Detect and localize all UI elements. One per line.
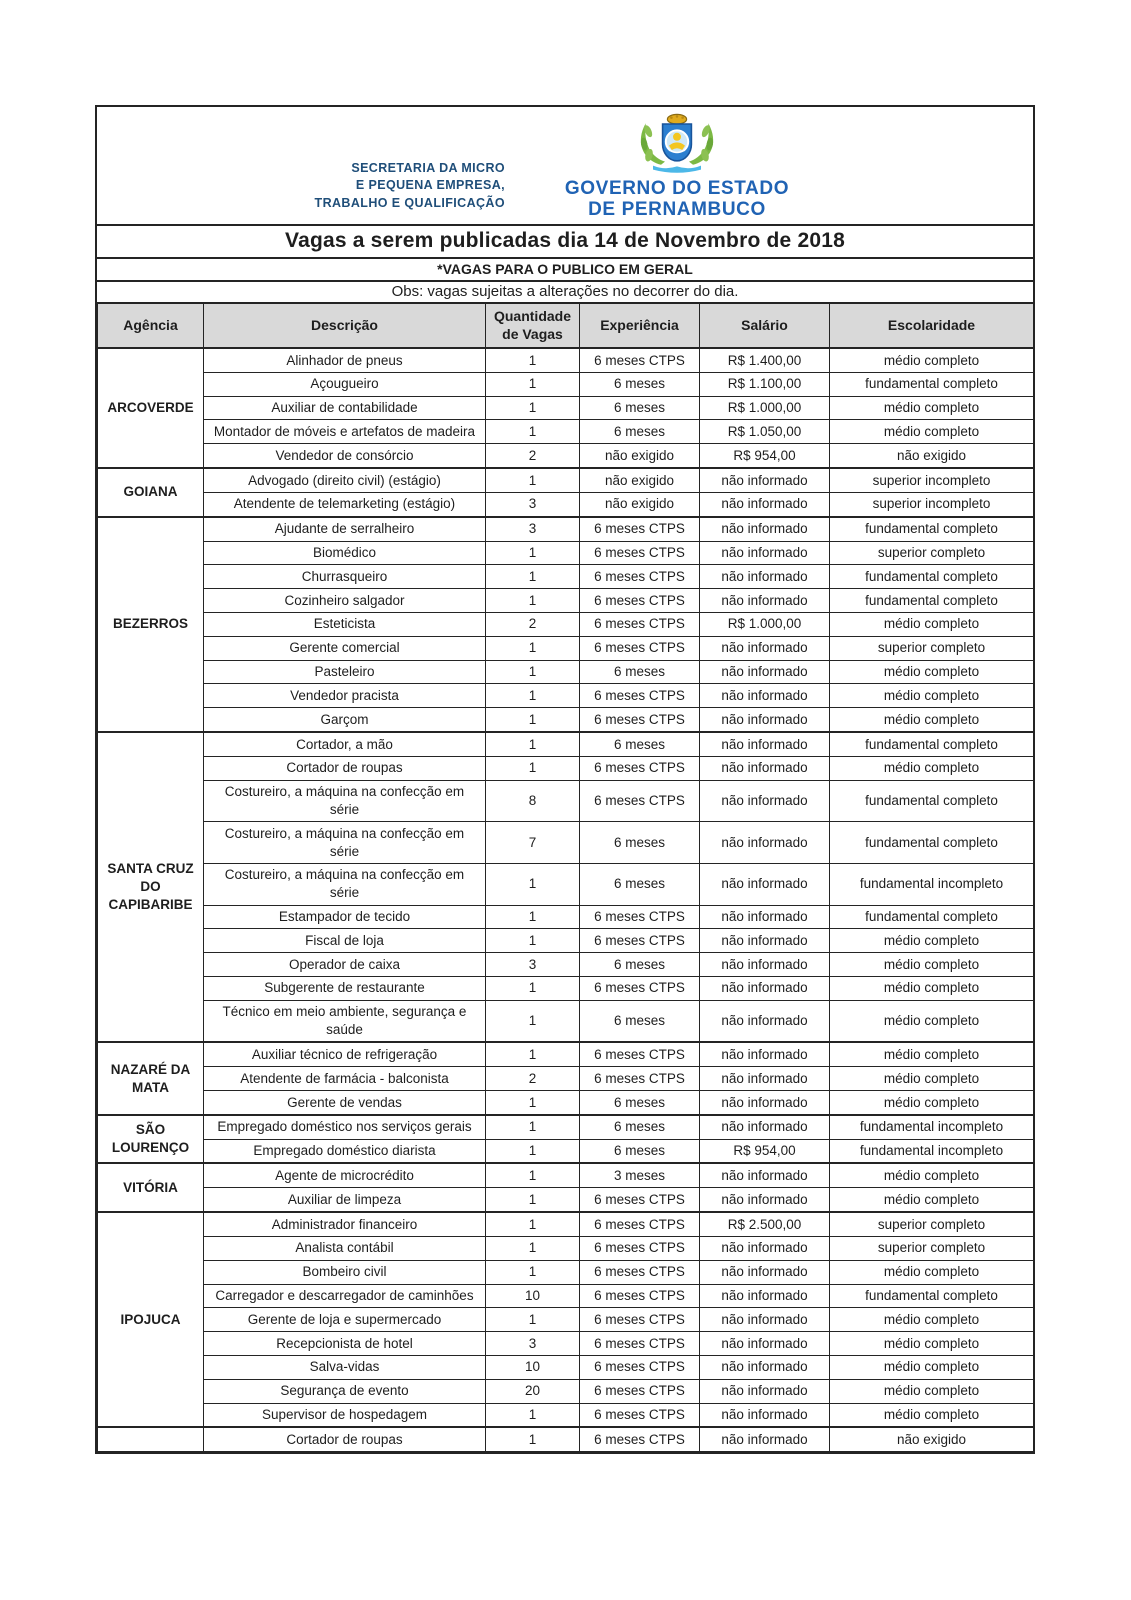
cell-experiencia: 6 meses CTPS	[580, 565, 700, 589]
cell-descricao: Gerente comercial	[204, 636, 486, 660]
cell-salario: não informado	[700, 1115, 830, 1139]
cell-experiencia: 6 meses CTPS	[580, 780, 700, 822]
cell-descricao: Gerente de loja e supermercado	[204, 1308, 486, 1332]
cell-vagas: 7	[486, 822, 580, 864]
column-header-descricao: Descrição	[204, 303, 486, 348]
cell-escolaridade: superior completo	[830, 1236, 1034, 1260]
cell-experiencia: 6 meses	[580, 1115, 700, 1139]
cell-descricao: Segurança de evento	[204, 1379, 486, 1403]
cell-descricao: Advogado (direito civil) (estágio)	[204, 468, 486, 492]
table-row	[98, 517, 1034, 541]
cell-descricao: Biomédico	[204, 541, 486, 565]
cell-experiencia: não exigido	[580, 468, 700, 492]
cell-experiencia: 6 meses	[580, 953, 700, 977]
cell-escolaridade: médio completo	[830, 1188, 1034, 1212]
cell-escolaridade: fundamental completo	[830, 822, 1034, 864]
cell-descricao: Costureiro, a máquina na confecção em série	[204, 822, 486, 864]
table-row	[98, 863, 1034, 905]
agency-cell: VITÓRIA	[98, 1163, 204, 1212]
cell-experiencia: 6 meses CTPS	[580, 541, 700, 565]
cell-escolaridade: médio completo	[830, 1332, 1034, 1356]
table-row	[98, 1379, 1034, 1403]
table-row	[98, 1163, 1034, 1187]
table-row	[98, 1260, 1034, 1284]
cell-descricao: Recepcionista de hotel	[204, 1332, 486, 1356]
cell-escolaridade: médio completo	[830, 1308, 1034, 1332]
governo-line: DE PERNAMBUCO	[588, 199, 766, 221]
cell-escolaridade: médio completo	[830, 1379, 1034, 1403]
cell-vagas: 2	[486, 1067, 580, 1091]
cell-vagas: 1	[486, 976, 580, 1000]
cell-escolaridade: fundamental incompleto	[830, 1139, 1034, 1163]
column-header-quantidade-de-vagas: Quantidade de Vagas	[486, 303, 580, 348]
cell-vagas: 1	[486, 1091, 580, 1115]
table-row	[98, 1115, 1034, 1139]
table-row	[98, 929, 1034, 953]
cell-experiencia: 6 meses	[580, 732, 700, 756]
document-frame	[95, 105, 1035, 1454]
cell-vagas: 1	[486, 1139, 580, 1163]
cell-experiencia: 6 meses CTPS	[580, 1212, 700, 1236]
cell-salario: R$ 1.000,00	[700, 612, 830, 636]
cell-vagas: 1	[486, 348, 580, 372]
cell-vagas: 1	[486, 1260, 580, 1284]
secretaria-line: SECRETARIA DA MICRO	[351, 160, 505, 175]
cell-experiencia: 6 meses CTPS	[580, 1042, 700, 1066]
cell-salario: não informado	[700, 780, 830, 822]
secretaria-wordmark	[315, 160, 505, 213]
cell-vagas: 1	[486, 684, 580, 708]
document-title: Vagas a serem publicadas dia 14 de Novembro de 2018	[97, 224, 1033, 257]
cell-experiencia: 6 meses	[580, 1091, 700, 1115]
cell-salario: não informado	[700, 660, 830, 684]
cell-descricao: Administrador financeiro	[204, 1212, 486, 1236]
cell-descricao: Vendedor de consórcio	[204, 444, 486, 468]
cell-salario: não informado	[700, 1163, 830, 1187]
secretaria-line: E PEQUENA EMPRESA,	[355, 178, 505, 192]
cell-escolaridade: médio completo	[830, 1403, 1034, 1427]
cell-vagas: 1	[486, 372, 580, 396]
cell-vagas: 1	[486, 1000, 580, 1042]
cell-escolaridade: superior completo	[830, 636, 1034, 660]
cell-descricao: Montador de móveis e artefatos de madeira	[204, 420, 486, 444]
cell-salario: não informado	[700, 708, 830, 732]
cell-salario: não informado	[700, 1427, 830, 1451]
cell-salario: não informado	[700, 929, 830, 953]
cell-vagas: 1	[486, 1115, 580, 1139]
column-header-salario: Salário	[700, 303, 830, 348]
cell-escolaridade: superior incompleto	[830, 492, 1034, 516]
cell-salario: R$ 1.050,00	[700, 420, 830, 444]
cell-vagas: 1	[486, 1042, 580, 1066]
cell-descricao: Atendente de telemarketing (estágio)	[204, 492, 486, 516]
cell-escolaridade: médio completo	[830, 396, 1034, 420]
table-row	[98, 1139, 1034, 1163]
cell-vagas: 1	[486, 1212, 580, 1236]
cell-salario: não informado	[700, 1236, 830, 1260]
cell-salario: R$ 1.100,00	[700, 372, 830, 396]
cell-escolaridade: fundamental completo	[830, 589, 1034, 613]
cell-vagas: 2	[486, 444, 580, 468]
cell-descricao: Fiscal de loja	[204, 929, 486, 953]
cell-experiencia: 6 meses CTPS	[580, 976, 700, 1000]
cell-escolaridade: médio completo	[830, 929, 1034, 953]
cell-salario: não informado	[700, 822, 830, 864]
cell-vagas: 1	[486, 420, 580, 444]
table-row	[98, 1308, 1034, 1332]
cell-escolaridade: médio completo	[830, 1000, 1034, 1042]
cell-vagas: 1	[486, 468, 580, 492]
cell-salario: R$ 954,00	[700, 444, 830, 468]
cell-vagas: 1	[486, 396, 580, 420]
cell-escolaridade: fundamental completo	[830, 1284, 1034, 1308]
cell-escolaridade: fundamental completo	[830, 905, 1034, 929]
cell-vagas: 3	[486, 492, 580, 516]
cell-experiencia: 6 meses CTPS	[580, 1379, 700, 1403]
cell-experiencia: 6 meses CTPS	[580, 1308, 700, 1332]
cell-experiencia: 6 meses CTPS	[580, 1332, 700, 1356]
cell-experiencia: 6 meses CTPS	[580, 1067, 700, 1091]
cell-escolaridade: fundamental incompleto	[830, 863, 1034, 905]
cell-descricao: Cozinheiro salgador	[204, 589, 486, 613]
cell-experiencia: 6 meses CTPS	[580, 612, 700, 636]
agency-cell: ARCOVERDE	[98, 348, 204, 468]
table-header	[98, 303, 1034, 348]
table-row	[98, 905, 1034, 929]
cell-experiencia: 3 meses	[580, 1163, 700, 1187]
cell-experiencia: 6 meses	[580, 420, 700, 444]
cell-escolaridade: médio completo	[830, 1091, 1034, 1115]
table-row	[98, 1284, 1034, 1308]
cell-experiencia: 6 meses	[580, 396, 700, 420]
agency-cell: NAZARÉ DA MATA	[98, 1042, 204, 1114]
cell-vagas: 1	[486, 1427, 580, 1451]
cell-experiencia: 6 meses CTPS	[580, 589, 700, 613]
cell-vagas: 1	[486, 929, 580, 953]
cell-vagas: 20	[486, 1379, 580, 1403]
table-row	[98, 1236, 1034, 1260]
cell-descricao: Ajudante de serralheiro	[204, 517, 486, 541]
cell-vagas: 2	[486, 612, 580, 636]
cell-descricao: Esteticista	[204, 612, 486, 636]
cell-vagas: 1	[486, 1236, 580, 1260]
cell-salario: não informado	[700, 1091, 830, 1115]
governo-line: GOVERNO DO ESTADO	[564, 178, 790, 199]
cell-descricao: Churrasqueiro	[204, 565, 486, 589]
table-row	[98, 1427, 1034, 1451]
agency-cell: IPOJUCA	[98, 1212, 204, 1427]
cell-descricao: Agente de microcrédito	[204, 1163, 486, 1187]
cell-escolaridade: médio completo	[830, 953, 1034, 977]
table-body	[98, 348, 1034, 1452]
cell-experiencia: 6 meses CTPS	[580, 348, 700, 372]
cell-salario: não informado	[700, 1403, 830, 1427]
cell-experiencia: 6 meses CTPS	[580, 905, 700, 929]
cell-escolaridade: médio completo	[830, 1042, 1034, 1066]
cell-escolaridade: fundamental completo	[830, 732, 1034, 756]
cell-salario: não informado	[700, 1042, 830, 1066]
cell-vagas: 1	[486, 732, 580, 756]
cell-descricao: Operador de caixa	[204, 953, 486, 977]
cell-escolaridade: médio completo	[830, 976, 1034, 1000]
cell-descricao: Bombeiro civil	[204, 1260, 486, 1284]
secretaria-line: TRABALHO E QUALIFICAÇÃO	[314, 195, 505, 210]
cell-descricao: Auxiliar de contabilidade	[204, 396, 486, 420]
cell-vagas: 1	[486, 756, 580, 780]
cell-vagas: 1	[486, 589, 580, 613]
table-row	[98, 372, 1034, 396]
cell-experiencia: 6 meses CTPS	[580, 517, 700, 541]
cell-escolaridade: superior completo	[830, 541, 1034, 565]
table-row	[98, 589, 1034, 613]
table-row	[98, 660, 1034, 684]
agency-cell: SANTA CRUZ DO CAPIBARIBE	[98, 732, 204, 1042]
cell-experiencia: não exigido	[580, 492, 700, 516]
letterhead	[97, 107, 1033, 224]
cell-descricao: Carregador e descarregador de caminhões	[204, 1284, 486, 1308]
cell-salario: não informado	[700, 1332, 830, 1356]
cell-descricao: Pasteleiro	[204, 660, 486, 684]
cell-escolaridade: fundamental completo	[830, 780, 1034, 822]
governo-logo-block	[549, 112, 805, 221]
cell-vagas: 1	[486, 1308, 580, 1332]
cell-salario: não informado	[700, 863, 830, 905]
cell-descricao: Estampador de tecido	[204, 905, 486, 929]
cell-vagas: 1	[486, 1403, 580, 1427]
table-row	[98, 976, 1034, 1000]
cell-vagas: 10	[486, 1284, 580, 1308]
cell-salario: não informado	[700, 1355, 830, 1379]
cell-vagas: 1	[486, 565, 580, 589]
cell-vagas: 1	[486, 660, 580, 684]
pernambuco-coat-of-arms-icon	[618, 112, 736, 176]
cell-experiencia: 6 meses	[580, 822, 700, 864]
table-row	[98, 732, 1034, 756]
cell-vagas: 1	[486, 541, 580, 565]
cell-experiencia: 6 meses CTPS	[580, 1403, 700, 1427]
cell-salario: não informado	[700, 1379, 830, 1403]
cell-descricao: Atendente de farmácia - balconista	[204, 1067, 486, 1091]
cell-vagas: 1	[486, 863, 580, 905]
table-row	[98, 396, 1034, 420]
cell-salario: não informado	[700, 905, 830, 929]
cell-salario: não informado	[700, 953, 830, 977]
cell-salario: não informado	[700, 732, 830, 756]
cell-escolaridade: médio completo	[830, 1163, 1034, 1187]
table-row	[98, 348, 1034, 372]
cell-descricao: Supervisor de hospedagem	[204, 1403, 486, 1427]
cell-salario: não informado	[700, 756, 830, 780]
cell-descricao: Empregado doméstico nos serviços gerais	[204, 1115, 486, 1139]
table-row	[98, 541, 1034, 565]
cell-experiencia: 6 meses CTPS	[580, 929, 700, 953]
table-row	[98, 1067, 1034, 1091]
cell-descricao: Gerente de vendas	[204, 1091, 486, 1115]
cell-descricao: Cortador, a mão	[204, 732, 486, 756]
table-row	[98, 1403, 1034, 1427]
cell-escolaridade: fundamental completo	[830, 565, 1034, 589]
table-row	[98, 708, 1034, 732]
cell-descricao: Alinhador de pneus	[204, 348, 486, 372]
cell-salario: não informado	[700, 1067, 830, 1091]
cell-escolaridade: não exigido	[830, 444, 1034, 468]
table-row	[98, 953, 1034, 977]
agency-cell: SÃO LOURENÇO	[98, 1115, 204, 1164]
table-row	[98, 1332, 1034, 1356]
cell-salario: R$ 1.400,00	[700, 348, 830, 372]
cell-escolaridade: médio completo	[830, 1067, 1034, 1091]
cell-experiencia: 6 meses CTPS	[580, 684, 700, 708]
cell-descricao: Auxiliar técnico de refrigeração	[204, 1042, 486, 1066]
cell-salario: não informado	[700, 1260, 830, 1284]
cell-escolaridade: médio completo	[830, 1260, 1034, 1284]
cell-descricao: Analista contábil	[204, 1236, 486, 1260]
column-header-experiencia: Experiência	[580, 303, 700, 348]
column-header-escolaridade: Escolaridade	[830, 303, 1034, 348]
cell-vagas: 1	[486, 636, 580, 660]
table-row	[98, 1212, 1034, 1236]
cell-vagas: 1	[486, 1163, 580, 1187]
cell-experiencia: 6 meses	[580, 1139, 700, 1163]
table-header-row	[98, 303, 1034, 348]
cell-experiencia: 6 meses CTPS	[580, 1236, 700, 1260]
cell-escolaridade: médio completo	[830, 420, 1034, 444]
table-row	[98, 684, 1034, 708]
agency-cell: BEZERROS	[98, 517, 204, 732]
cell-salario: não informado	[700, 541, 830, 565]
table-row	[98, 612, 1034, 636]
cell-escolaridade: fundamental completo	[830, 372, 1034, 396]
cell-escolaridade: médio completo	[830, 708, 1034, 732]
governo-wordmark	[549, 178, 805, 221]
cell-salario: não informado	[700, 565, 830, 589]
cell-descricao: Salva-vidas	[204, 1355, 486, 1379]
document-note: Obs: vagas sujeitas a alterações no decorrer do dia.	[97, 280, 1033, 302]
table-row	[98, 1355, 1034, 1379]
table-row	[98, 420, 1034, 444]
cell-descricao: Costureiro, a máquina na confecção em série	[204, 780, 486, 822]
cell-descricao: Costureiro, a máquina na confecção em série	[204, 863, 486, 905]
cell-descricao: Garçom	[204, 708, 486, 732]
cell-salario: não informado	[700, 1188, 830, 1212]
table-row	[98, 780, 1034, 822]
cell-descricao: Empregado doméstico diarista	[204, 1139, 486, 1163]
cell-vagas: 3	[486, 1332, 580, 1356]
cell-experiencia: 6 meses CTPS	[580, 1355, 700, 1379]
cell-descricao: Açougueiro	[204, 372, 486, 396]
cell-vagas: 3	[486, 517, 580, 541]
cell-experiencia: 6 meses	[580, 660, 700, 684]
cell-experiencia: 6 meses CTPS	[580, 1260, 700, 1284]
cell-vagas: 1	[486, 1188, 580, 1212]
cell-escolaridade: médio completo	[830, 1355, 1034, 1379]
cell-experiencia: 6 meses CTPS	[580, 636, 700, 660]
cell-descricao: Cortador de roupas	[204, 756, 486, 780]
cell-descricao: Cortador de roupas	[204, 1427, 486, 1451]
cell-salario: não informado	[700, 1308, 830, 1332]
cell-vagas: 3	[486, 953, 580, 977]
cell-descricao: Subgerente de restaurante	[204, 976, 486, 1000]
cell-experiencia: 6 meses CTPS	[580, 708, 700, 732]
cell-salario: não informado	[700, 1000, 830, 1042]
cell-escolaridade: fundamental incompleto	[830, 1115, 1034, 1139]
cell-escolaridade: fundamental completo	[830, 517, 1034, 541]
cell-escolaridade: médio completo	[830, 660, 1034, 684]
table-row	[98, 1000, 1034, 1042]
cell-salario: R$ 1.000,00	[700, 396, 830, 420]
agency-cell: GOIANA	[98, 468, 204, 517]
column-header-agencia: Agência	[98, 303, 204, 348]
cell-salario: R$ 2.500,00	[700, 1212, 830, 1236]
table-row	[98, 492, 1034, 516]
table-row	[98, 468, 1034, 492]
cell-salario: não informado	[700, 492, 830, 516]
table-row	[98, 1042, 1034, 1066]
cell-escolaridade: não exigido	[830, 1427, 1034, 1451]
table-row	[98, 444, 1034, 468]
cell-salario: não informado	[700, 468, 830, 492]
cell-salario: não informado	[700, 636, 830, 660]
cell-salario: não informado	[700, 517, 830, 541]
vacancies-table	[97, 302, 1034, 1452]
cell-salario: não informado	[700, 976, 830, 1000]
cell-escolaridade: médio completo	[830, 348, 1034, 372]
cell-escolaridade: médio completo	[830, 756, 1034, 780]
cell-experiencia: 6 meses CTPS	[580, 1188, 700, 1212]
cell-vagas: 1	[486, 905, 580, 929]
table-row	[98, 636, 1034, 660]
cell-vagas: 1	[486, 708, 580, 732]
cell-escolaridade: médio completo	[830, 612, 1034, 636]
cell-escolaridade: médio completo	[830, 684, 1034, 708]
agency-cell	[98, 1427, 204, 1451]
cell-vagas: 10	[486, 1355, 580, 1379]
cell-escolaridade: superior incompleto	[830, 468, 1034, 492]
cell-descricao: Técnico em meio ambiente, segurança e saúde	[204, 1000, 486, 1042]
cell-experiencia: 6 meses	[580, 372, 700, 396]
cell-salario: não informado	[700, 684, 830, 708]
document-subtitle: *VAGAS PARA O PUBLICO EM GERAL	[97, 257, 1033, 280]
table-row	[98, 1188, 1034, 1212]
cell-escolaridade: superior completo	[830, 1212, 1034, 1236]
cell-salario: R$ 954,00	[700, 1139, 830, 1163]
cell-experiencia: 6 meses	[580, 1000, 700, 1042]
cell-vagas: 8	[486, 780, 580, 822]
table-row	[98, 565, 1034, 589]
cell-experiencia: 6 meses	[580, 863, 700, 905]
cell-experiencia: 6 meses CTPS	[580, 756, 700, 780]
cell-descricao: Auxiliar de limpeza	[204, 1188, 486, 1212]
cell-salario: não informado	[700, 589, 830, 613]
cell-salario: não informado	[700, 1284, 830, 1308]
cell-descricao: Vendedor pracista	[204, 684, 486, 708]
cell-experiencia: não exigido	[580, 444, 700, 468]
cell-experiencia: 6 meses CTPS	[580, 1284, 700, 1308]
cell-experiencia: 6 meses CTPS	[580, 1427, 700, 1451]
table-row	[98, 1091, 1034, 1115]
table-row	[98, 822, 1034, 864]
table-row	[98, 756, 1034, 780]
